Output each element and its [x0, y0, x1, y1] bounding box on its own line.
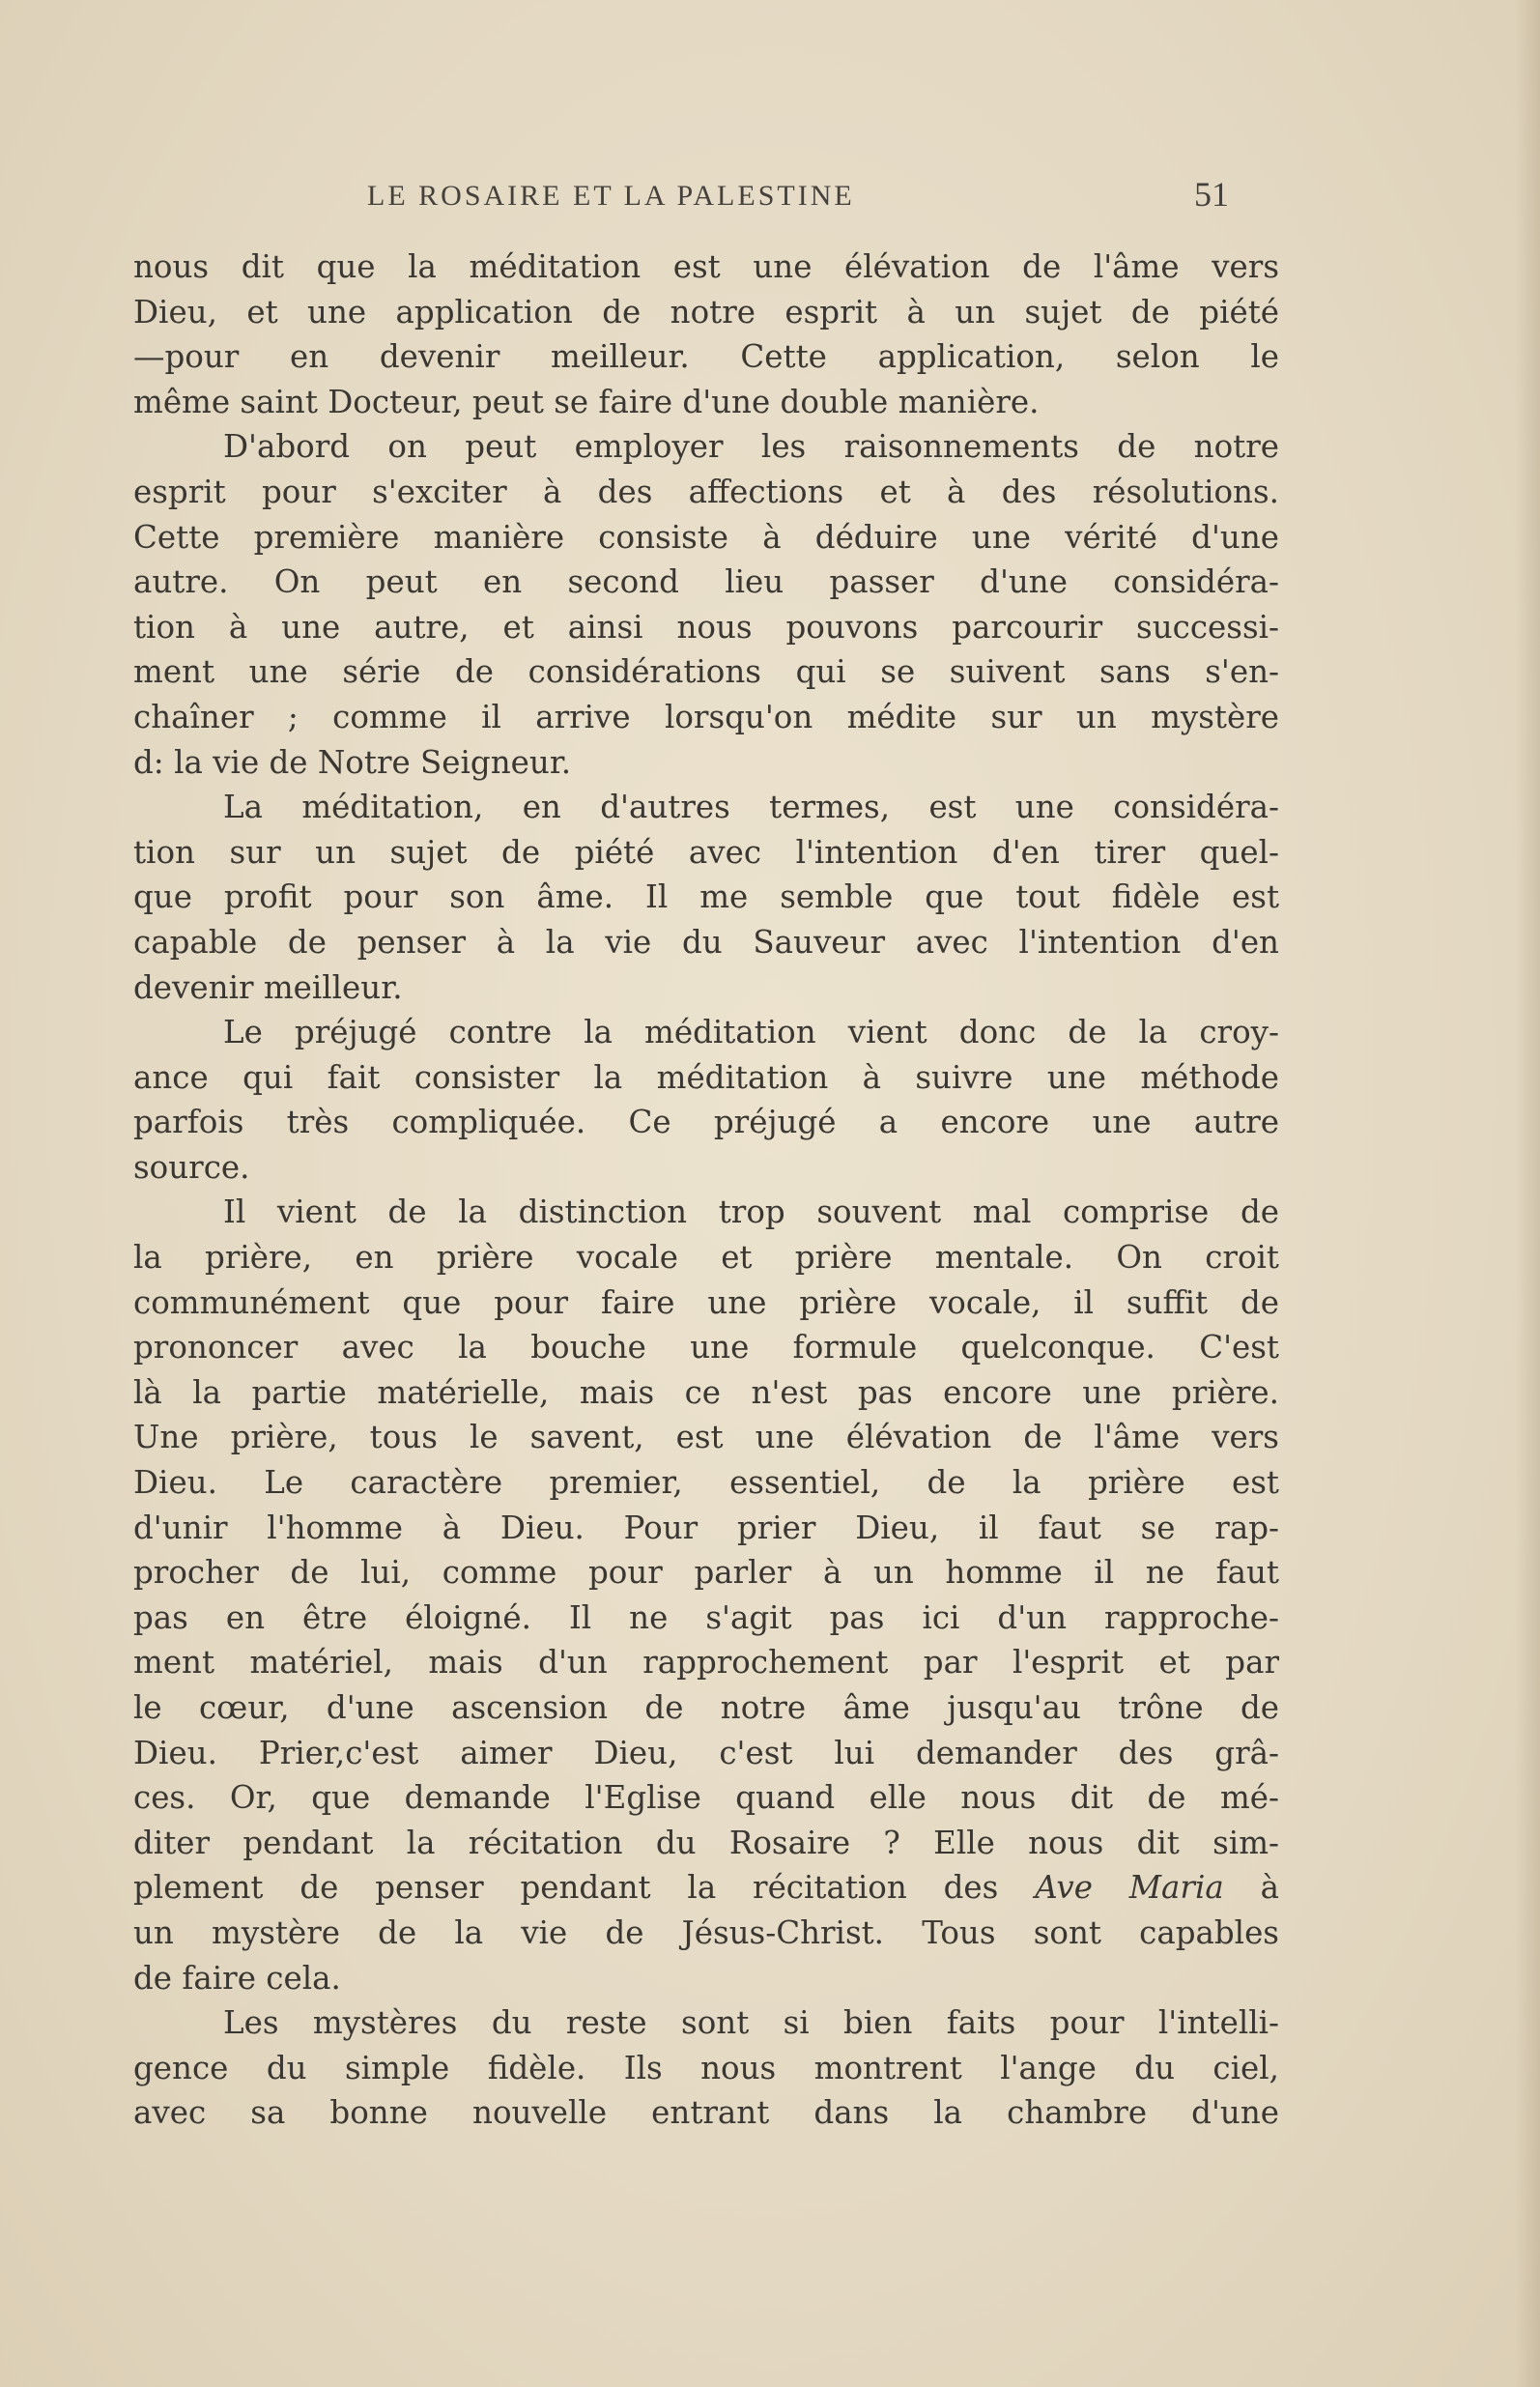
text-line: d'unir l'homme à Dieu. Pour prier Dieu, il faut se rap- [133, 1509, 1279, 1546]
body-text [133, 244, 1279, 2136]
text-line: Cette première manière consiste à déduire une vérité d'une [133, 518, 1279, 556]
paragraph-start-line: Le préjugé contre la méditation vient donc de la croy- [223, 1014, 1279, 1051]
text-line: ment une série de considérations qui se suivent sans s'en- [133, 653, 1279, 691]
text-line: d: la vie de Notre Seigneur. [133, 743, 572, 781]
text-segment: à [1260, 1869, 1279, 1907]
page-edge-shadow [1515, 0, 1540, 2387]
text-line: diter pendant la récitation du Rosaire ? Elle nous dit sim- [133, 1824, 1279, 1861]
text-line: procher de lui, comme pour parler à un homme il ne faut [133, 1554, 1279, 1592]
text-line: nous dit que la méditation est une élévation de l'âme vers [133, 248, 1279, 285]
text-line: Une prière, tous le savent, est une élévation de l'âme vers [133, 1419, 1279, 1456]
text-line: ance qui fait consister la méditation à suivre une méthode [133, 1058, 1279, 1096]
text-line: ces. Or, que demande l'Eglise quand elle nous dit de mé- [133, 1779, 1279, 1817]
text-line: de faire cela. [133, 1959, 341, 1997]
text-line: ment matériel, mais d'un rapprochement par l'esprit et par [133, 1644, 1279, 1682]
text-line: que profit pour son âme. Il me semble que tout fidèle est [133, 878, 1279, 916]
text-line: capable de penser à la vie du Sauveur avec l'intention d'en [133, 923, 1279, 961]
text-segment: plement de penser pendant la récitation des [133, 1869, 999, 1907]
text-line: tion sur un sujet de piété avec l'intention d'en tirer quel- [133, 833, 1279, 871]
text-line: communément que pour faire une prière vocale, il suffit de [133, 1283, 1279, 1321]
text-line: le cœur, d'une ascension de notre âme jusqu'au trône de [133, 1689, 1279, 1726]
text-line: Dieu, et une application de notre esprit à un sujet de piété [133, 293, 1279, 331]
text-line: Dieu. Prier,c'est aimer Dieu, c'est lui demander des grâ- [133, 1734, 1279, 1771]
text-line: Dieu. Le caractère premier, essentiel, de la prière est [133, 1464, 1279, 1502]
text-line: la prière, en prière vocale et prière mentale. On croit [133, 1239, 1279, 1277]
text-line: prononcer avec la bouche une formule quelconque. C'est [133, 1329, 1279, 1366]
text-line: avec sa bonne nouvelle entrant dans la chambre d'une [133, 2094, 1279, 2132]
running-title: LE ROSAIRE ET LA PALESTINE [367, 180, 855, 212]
text-line: chaîner ; comme il arrive lorsqu'on médite sur un mystère [133, 698, 1279, 735]
text-line: devenir meilleur. [133, 968, 403, 1006]
paragraph-start-line: Les mystères du reste sont si bien faits pour l'intelli- [223, 2004, 1279, 2042]
page-number: 51 [1194, 175, 1229, 214]
text-line: là la partie matérielle, mais ce n'est pas encore une prière. [133, 1373, 1279, 1411]
paragraph-start-line: D'abord on peut employer les raisonnements de notre [223, 428, 1279, 466]
text-line: source. [133, 1148, 250, 1186]
text-line: même saint Docteur, peut se faire d'une double manière. [133, 383, 1040, 420]
paragraph-start-line: La méditation, en d'autres termes, est une considéra- [223, 789, 1279, 826]
text-line: —pour en devenir meilleur. Cette application, selon le [133, 338, 1279, 376]
text-line: gence du simple fidèle. Ils nous montrent l'ange du ciel, [133, 2049, 1279, 2086]
text-line: tion à une autre, et ainsi nous pouvons parcourir successi- [133, 608, 1279, 646]
paragraph-start-line: Il vient de la distinction trop souvent mal comprise de [223, 1194, 1279, 1231]
text-line-with-italic [133, 1865, 1279, 1911]
text-line: un mystère de la vie de Jésus-Christ. Tous sont capables [133, 1913, 1279, 1951]
text-line: esprit pour s'exciter à des affections et à des résolutions. [133, 473, 1279, 510]
italic-phrase: Ave Maria [1035, 1869, 1224, 1907]
text-line: autre. On peut en second lieu passer d'une considéra- [133, 563, 1279, 601]
text-line: parfois très compliquée. Ce préjugé a encore une autre [133, 1104, 1279, 1141]
text-line: pas en être éloigné. Il ne s'agit pas ici d'un rapproche- [133, 1598, 1279, 1636]
